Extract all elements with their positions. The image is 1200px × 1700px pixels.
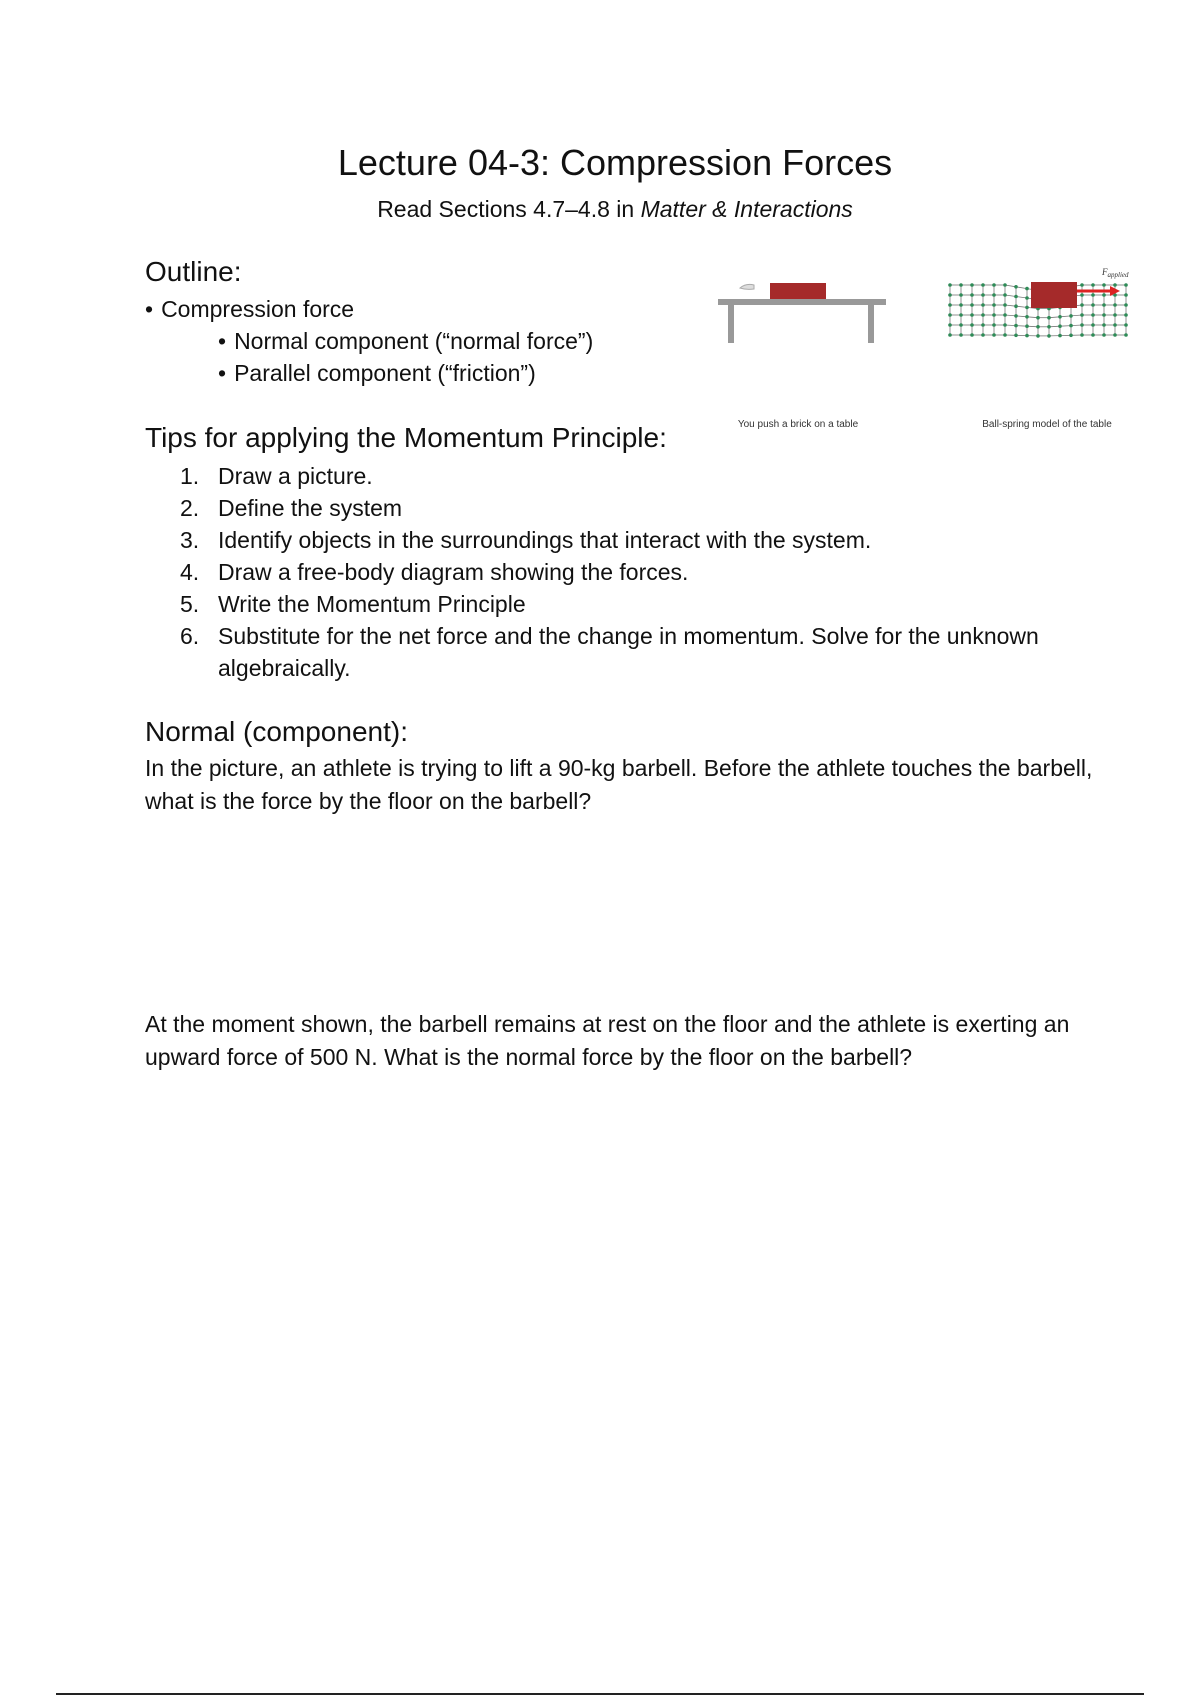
brick-on-table-diagram bbox=[718, 283, 886, 430]
atom-ball bbox=[948, 313, 952, 317]
table-leg bbox=[868, 305, 874, 343]
reading-assignment bbox=[0, 196, 1200, 223]
outline-heading: Outline: bbox=[145, 256, 242, 287]
atom-ball bbox=[981, 333, 985, 337]
atom-ball bbox=[1047, 334, 1051, 338]
atom-ball bbox=[1080, 283, 1084, 287]
atom-ball bbox=[992, 313, 996, 317]
atom-ball bbox=[1003, 303, 1007, 307]
atom-ball bbox=[1124, 313, 1128, 317]
force-subscript: applied bbox=[1107, 271, 1129, 279]
atom-ball bbox=[1091, 303, 1095, 307]
atom-ball bbox=[1113, 303, 1117, 307]
atom-ball bbox=[992, 303, 996, 307]
atom-ball bbox=[1036, 316, 1040, 320]
table-top bbox=[718, 299, 886, 305]
atom-ball bbox=[981, 283, 985, 287]
atom-ball bbox=[981, 313, 985, 317]
atom-ball bbox=[1069, 314, 1073, 318]
left-figure-caption: You push a brick on a table bbox=[737, 419, 859, 430]
atom-ball bbox=[1113, 323, 1117, 327]
atom-ball bbox=[1036, 325, 1040, 329]
atom-ball bbox=[1091, 333, 1095, 337]
force-label bbox=[1101, 267, 1129, 279]
atom-ball bbox=[992, 283, 996, 287]
list-number: 2. bbox=[180, 495, 200, 521]
atom-ball bbox=[959, 313, 963, 317]
list-number: 1. bbox=[180, 463, 200, 489]
atom-ball bbox=[1025, 296, 1029, 300]
atom-ball bbox=[959, 303, 963, 307]
figure-svg bbox=[690, 255, 1160, 440]
atom-ball bbox=[1113, 283, 1117, 287]
atom-ball bbox=[1025, 315, 1029, 319]
list-number: 4. bbox=[180, 559, 200, 585]
atom-ball bbox=[992, 293, 996, 297]
atom-ball bbox=[1124, 333, 1128, 337]
atom-ball bbox=[1124, 293, 1128, 297]
atom-ball bbox=[1003, 313, 1007, 317]
atom-ball bbox=[1102, 333, 1106, 337]
brick bbox=[1031, 282, 1077, 308]
atom-ball bbox=[1003, 283, 1007, 287]
list-item bbox=[145, 460, 1095, 492]
outline-item bbox=[145, 296, 354, 323]
question-1: In the picture, an athlete is trying to lift a 90-kg barbell. Before the athlete touches the barbell, what is the force by the floor on the barbell? bbox=[145, 755, 1093, 814]
list-item bbox=[145, 620, 1095, 684]
atom-ball bbox=[1102, 283, 1106, 287]
atom-ball bbox=[981, 293, 985, 297]
atom-ball bbox=[1014, 314, 1018, 318]
list-number: 5. bbox=[180, 591, 200, 617]
atom-ball bbox=[1025, 287, 1029, 291]
atom-ball bbox=[1025, 324, 1029, 328]
atom-ball bbox=[970, 333, 974, 337]
atom-ball bbox=[970, 293, 974, 297]
atom-ball bbox=[1080, 293, 1084, 297]
atom-ball bbox=[1080, 323, 1084, 327]
outline-item-label: Compression force bbox=[161, 296, 355, 322]
atom-ball bbox=[1047, 316, 1051, 320]
bullet-icon: • bbox=[145, 296, 154, 322]
atom-ball bbox=[948, 293, 952, 297]
atom-ball bbox=[1102, 293, 1106, 297]
atom-ball bbox=[948, 303, 952, 307]
list-number: 6. bbox=[180, 623, 200, 649]
reading-prefix: Read Sections 4.7–4.8 in bbox=[377, 196, 641, 222]
atom-ball bbox=[1058, 315, 1062, 319]
tips-list bbox=[145, 460, 1095, 684]
force-symbol: F bbox=[1102, 267, 1108, 277]
atom-ball bbox=[970, 303, 974, 307]
atom-ball bbox=[948, 333, 952, 337]
atom-ball bbox=[1003, 333, 1007, 337]
atom-ball bbox=[1124, 323, 1128, 327]
ball-spring-brick-group bbox=[982, 267, 1129, 430]
atom-ball bbox=[1102, 313, 1106, 317]
atom-ball bbox=[959, 323, 963, 327]
atom-ball bbox=[1014, 324, 1018, 328]
list-item bbox=[145, 492, 1095, 524]
list-item-text: Draw a free-body diagram showing the forces. bbox=[218, 559, 689, 585]
atom-ball bbox=[1036, 334, 1040, 338]
atom-ball bbox=[1091, 293, 1095, 297]
atom-ball bbox=[1102, 323, 1106, 327]
atom-ball bbox=[981, 323, 985, 327]
atom-ball bbox=[1058, 334, 1062, 338]
list-item-text: Define the system bbox=[218, 495, 403, 521]
atom-ball bbox=[1102, 303, 1106, 307]
atom-ball bbox=[959, 333, 963, 337]
atom-ball bbox=[1003, 293, 1007, 297]
bullet-icon: • bbox=[218, 360, 227, 386]
list-item-text: Identify objects in the surroundings that interact with the system. bbox=[218, 527, 872, 553]
atom-ball bbox=[1047, 325, 1051, 329]
atom-ball bbox=[1113, 313, 1117, 317]
list-item-text: Draw a picture. bbox=[218, 463, 373, 489]
atom-ball bbox=[970, 313, 974, 317]
normal-heading: Normal (component): bbox=[145, 716, 408, 747]
table-leg bbox=[728, 305, 734, 343]
atom-ball bbox=[1080, 303, 1084, 307]
atom-ball bbox=[1025, 306, 1029, 310]
atom-ball bbox=[1080, 313, 1084, 317]
list-item-text: Write the Momentum Principle bbox=[218, 591, 526, 617]
hand-icon bbox=[740, 284, 754, 289]
atom-ball bbox=[959, 283, 963, 287]
atom-ball bbox=[1091, 313, 1095, 317]
outline-subitem bbox=[218, 328, 593, 355]
atom-ball bbox=[1014, 285, 1018, 289]
outline-item-label: Normal component (“normal force”) bbox=[234, 328, 594, 354]
brick-table-figure bbox=[690, 255, 1160, 440]
atom-ball bbox=[1124, 303, 1128, 307]
outline-item-label: Parallel component (“friction”) bbox=[234, 360, 536, 386]
brick bbox=[770, 283, 826, 299]
question-2: At the moment shown, the barbell remains at rest on the floor and the athlete is exerting an upward force of 500 N. What is the normal force by the floor on the barbell? bbox=[145, 1011, 1070, 1070]
atom-ball bbox=[948, 323, 952, 327]
atom-ball bbox=[981, 303, 985, 307]
list-number: 3. bbox=[180, 527, 200, 553]
atom-ball bbox=[1124, 283, 1128, 287]
reading-book-title: Matter & Interactions bbox=[640, 196, 853, 222]
atom-ball bbox=[1091, 323, 1095, 327]
bottom-divider bbox=[56, 1693, 1144, 1695]
atom-ball bbox=[1003, 323, 1007, 327]
atom-ball bbox=[1113, 333, 1117, 337]
atom-ball bbox=[992, 333, 996, 337]
atom-ball bbox=[970, 283, 974, 287]
list-item bbox=[145, 556, 1095, 588]
atom-ball bbox=[970, 323, 974, 327]
atom-ball bbox=[1069, 324, 1073, 328]
atom-ball bbox=[1014, 334, 1018, 338]
list-item bbox=[145, 524, 1095, 556]
atom-ball bbox=[1014, 295, 1018, 299]
bullet-icon: • bbox=[218, 328, 227, 354]
atom-ball bbox=[1058, 324, 1062, 328]
atom-ball bbox=[1069, 334, 1073, 338]
tips-heading: Tips for applying the Momentum Principle: bbox=[145, 422, 667, 453]
atom-ball bbox=[992, 323, 996, 327]
atom-ball bbox=[1014, 304, 1018, 308]
list-item bbox=[145, 588, 1095, 620]
atom-ball bbox=[948, 283, 952, 287]
atom-ball bbox=[959, 293, 963, 297]
page-title: Lecture 04-3: Compression Forces bbox=[337, 142, 893, 183]
atom-ball bbox=[1025, 334, 1029, 338]
right-figure-caption: Ball-spring model of the table bbox=[982, 419, 1112, 430]
atom-ball bbox=[1080, 333, 1084, 337]
list-item-text: Substitute for the net force and the change in momentum. Solve for the unknown algebraically. bbox=[218, 623, 1039, 681]
atom-ball bbox=[1091, 283, 1095, 287]
outline-subitem bbox=[218, 360, 536, 387]
